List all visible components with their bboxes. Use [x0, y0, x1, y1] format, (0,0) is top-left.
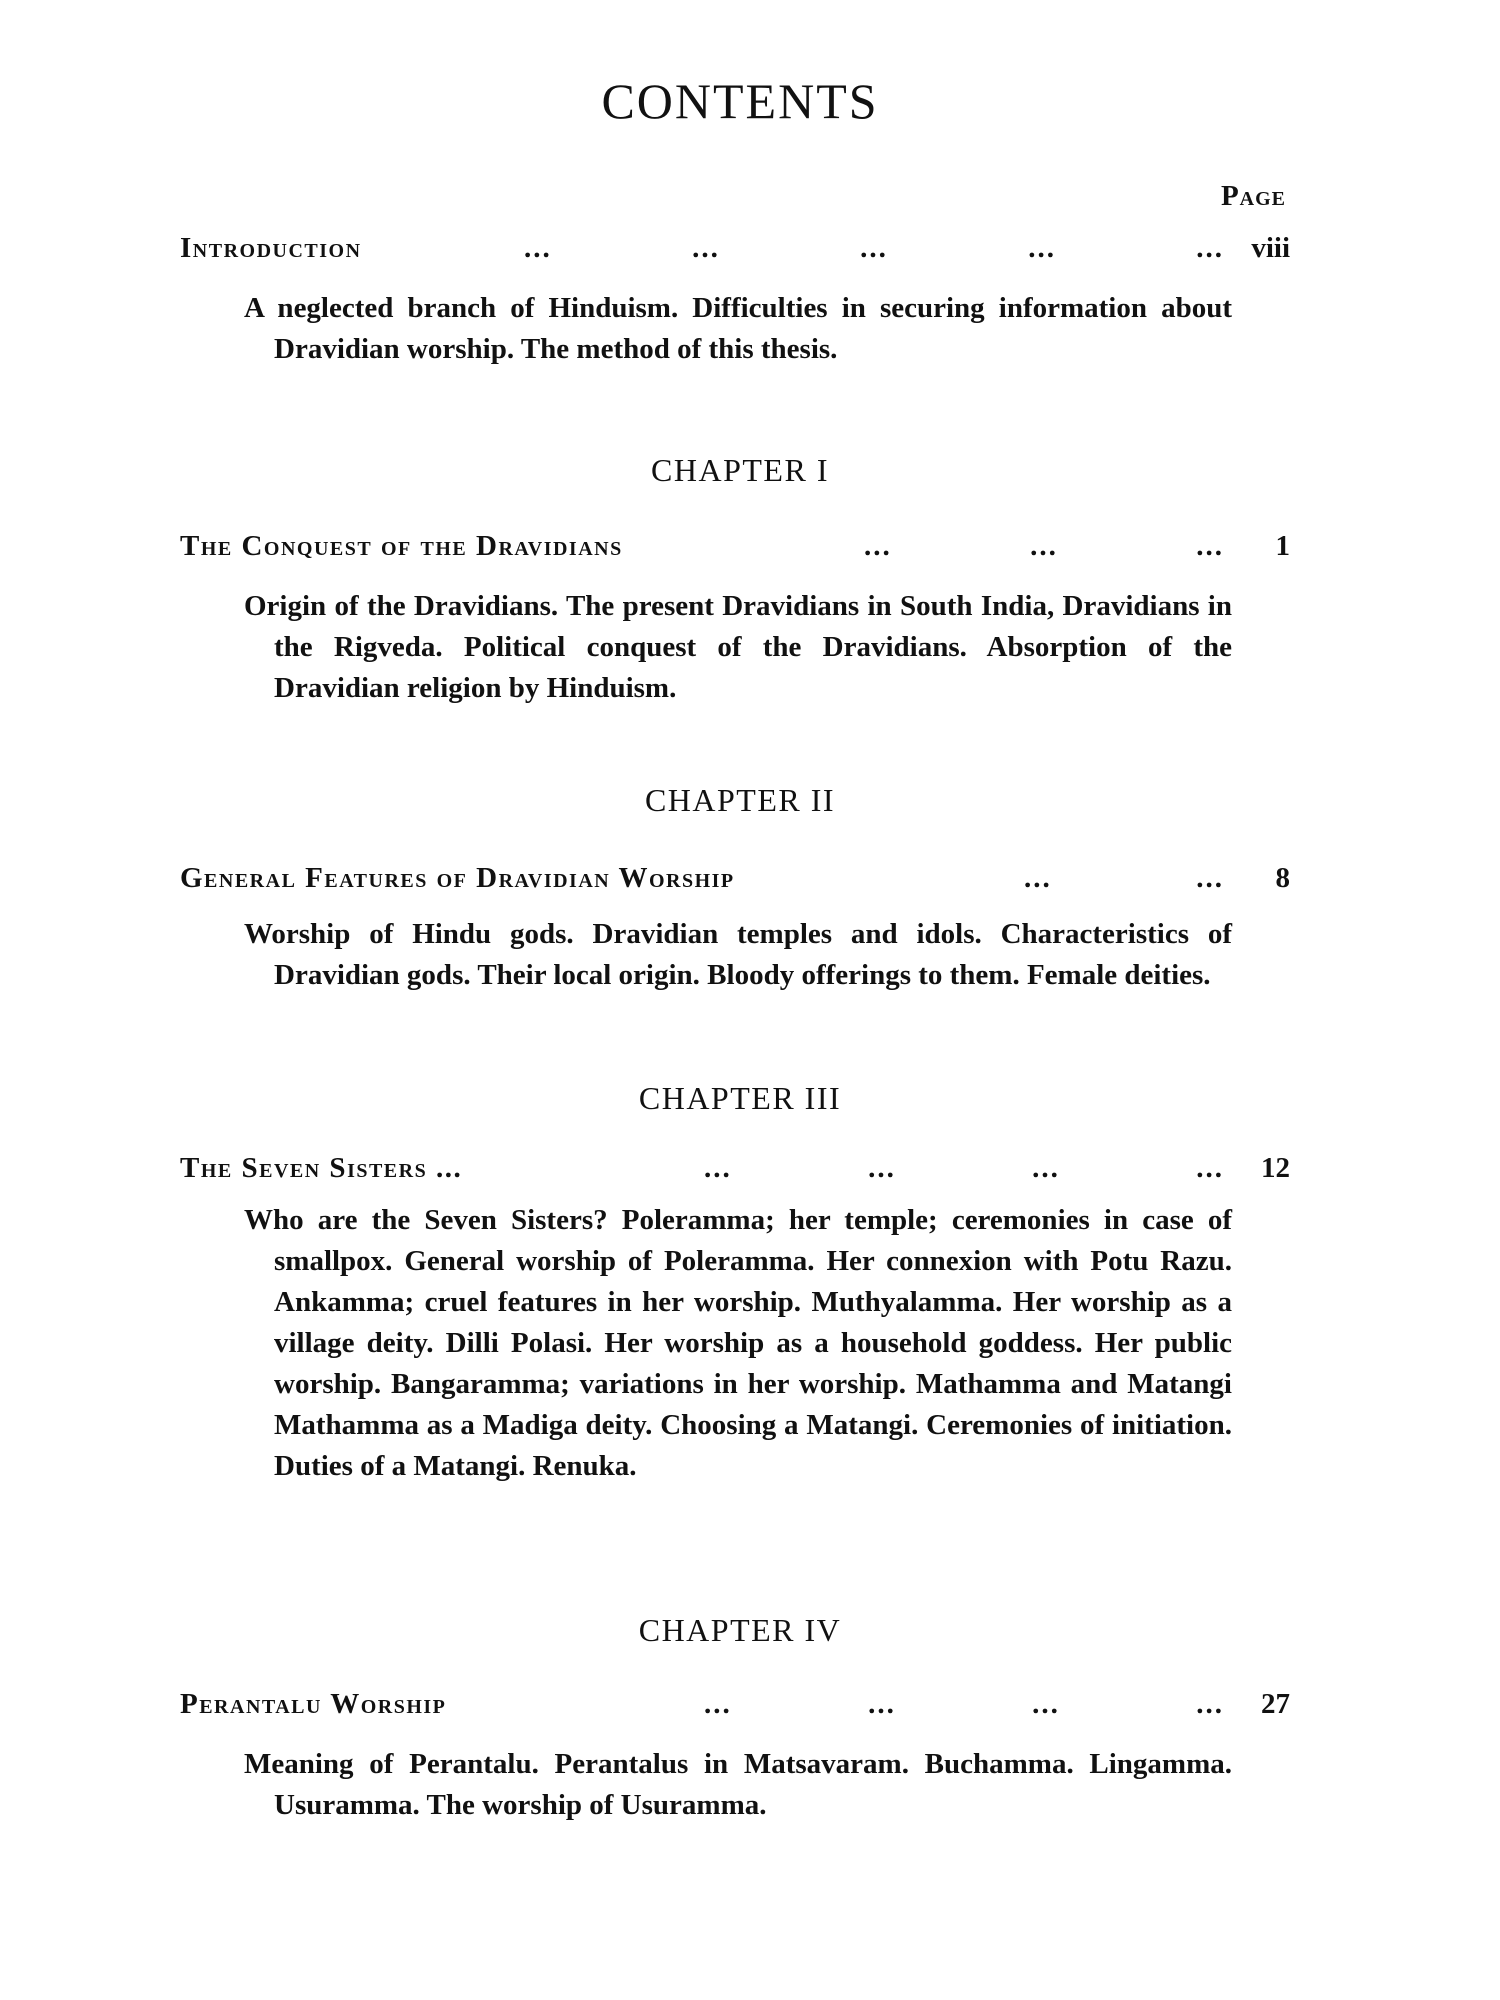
toc-entry-chapter-2[interactable]: [180, 862, 1290, 902]
toc-page-number: 1: [1275, 530, 1290, 562]
leader-dots: ... ... ... ...: [704, 1688, 1224, 1720]
toc-page-number: viii: [1251, 232, 1290, 264]
leader-dots: ... ... ... ...: [704, 1152, 1224, 1184]
toc-entry-chapter-3[interactable]: [180, 1152, 1290, 1192]
leader-dots: ... ... ...: [864, 530, 1224, 562]
toc-summary-introduction: A neglected branch of Hinduism. Difficulties in securing information about Dravidian worship. The method of this thesis.: [244, 292, 1232, 365]
toc-page-number: 27: [1261, 1688, 1290, 1720]
toc-entry-title: The Conquest of the Dravidians: [180, 530, 623, 562]
chapter-heading-4: CHAPTER IV: [638, 1612, 842, 1648]
chapter-heading-1: CHAPTER I: [651, 452, 829, 488]
page-column-label: Page: [1220, 180, 1286, 212]
toc-summary-chapter-2: Worship of Hindu gods. Dravidian temples and idols. Characteristics of Dravidian gods. Their local origin. Bloody offerings to them. Female deities.: [244, 918, 1232, 991]
toc-summary-chapter-1: Origin of the Dravidians. The present Dravidians in South India, Dravidians in the Rigveda. Political conquest of the Dravidians. Absorption of the Dravidian religion by Hinduism.: [244, 590, 1232, 704]
toc-page-number: 12: [1261, 1152, 1290, 1184]
toc-page-number: 8: [1275, 862, 1290, 894]
toc-entry-title: General Features of Dravidian Worship: [180, 862, 735, 894]
toc-entry-introduction[interactable]: [180, 232, 1290, 272]
chapter-heading-3: CHAPTER III: [638, 1080, 842, 1116]
page-title: CONTENTS: [601, 73, 879, 129]
toc-entry-title: The Seven Sisters ...: [180, 1152, 463, 1184]
toc-entry-title: Introduction: [180, 232, 362, 264]
chapter-heading-2: CHAPTER II: [644, 782, 836, 818]
toc-entry-chapter-1[interactable]: [180, 530, 1290, 570]
leader-dots: ... ... ... ... ...: [524, 232, 1224, 264]
leader-dots: ... ...: [1024, 862, 1224, 894]
toc-summary-chapter-3: Who are the Seven Sisters? Poleramma; her temple; ceremonies in case of smallpox. General worship of Poleramma. Her connexion with Potu Razu. Ankamma; cruel features in her worship. Muthyalamma. Her worship as a village deity. Dilli Polasi. Her worship as a household goddess. Her public worship. Bangaramma; variations in her worship. Mathamma and Matangi Mathamma as a Madiga deity. Choosing a Matangi. Ceremonies of initiation. Duties of a Matangi. Renuka.: [244, 1204, 1232, 1482]
toc-entry-title: Perantalu Worship: [180, 1688, 447, 1720]
toc-summary-chapter-4: Meaning of Perantalu. Perantalus in Matsavaram. Buchamma. Lingamma. Usuramma. The worship of Usuramma.: [244, 1748, 1232, 1821]
toc-entry-chapter-4[interactable]: [180, 1688, 1290, 1728]
